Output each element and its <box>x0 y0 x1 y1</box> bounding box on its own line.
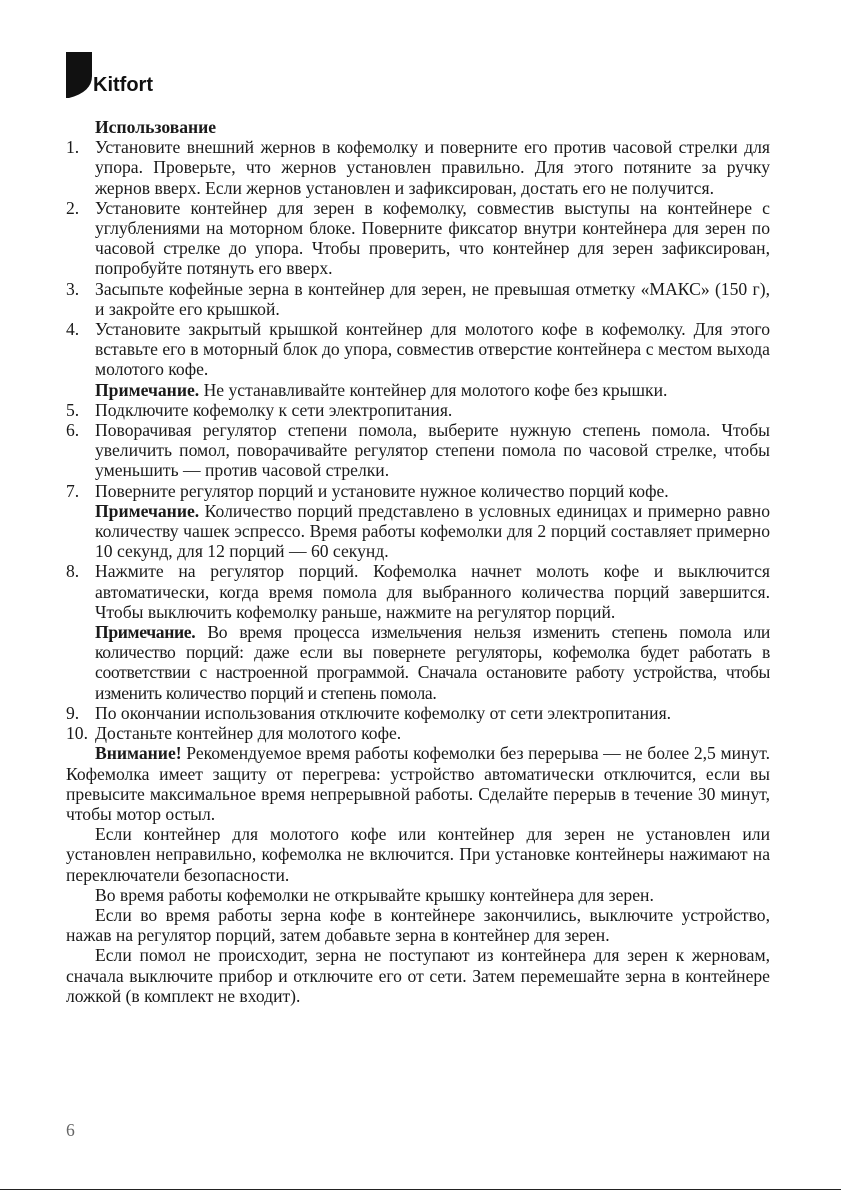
step-text: По окончании использования отключите кофемолку от сети электропитания. <box>95 702 672 723</box>
step-text: Достаньте контейнер для молотого кофе. <box>95 723 402 744</box>
step-text: Установите закрытый крышкой контейнер для молотого кофе в кофемолку. Для этого вставьте его в моторный блок до упора, совместив отверстие контейнера с местом выхода молотого кофе. <box>95 319 770 380</box>
note-label: Примечание. <box>95 379 200 400</box>
steps-list <box>66 561 770 622</box>
warning-text: Рекомендуемое время работы кофемолки без перерыва — не более 2,5 минут. Кофемолка имеет защиту от перегрева: устройство автоматически отключится, если вы превысите максимальное время непрерывной работы. Сделайте перерыв в течение 30 минут, чтобы мотор остыл. <box>66 743 770 824</box>
step-number: 4. <box>66 319 80 340</box>
note-text: Во время процесса измельчения нельзя изменить степень помола или количество порций: даже если вы повернете регуляторы, кофемолка будет работать в соответствии с настроенной программой. Сначала остановите работу устройства, чтобы изменить количество порций и степень помола. <box>95 622 770 703</box>
step-note <box>66 622 770 703</box>
paragraph: Если во время работы зерна кофе в контейнере закончились, выключите устройство, нажав на регулятор порций, затем добавьте зерна в контейнер для зерен. <box>66 904 770 946</box>
note-label: Примечание. <box>95 622 196 643</box>
warning-label: Внимание! <box>95 743 182 764</box>
step-number: 5. <box>66 399 80 420</box>
step-text: Установите контейнер для зерен в кофемолку, совместив выступы на контейнере с углублениями на моторном блоке. Поверните фиксатор внутри контейнера для зерен по часовой стрелке до упора. Чтобы проверить, что контейнер для зерен зафиксирован, попробуйте потянуть его вверх. <box>95 197 770 279</box>
logo-text: Kitfort <box>93 74 153 96</box>
step-text: Установите внешний жернов в кофемолку и поверните его против часовой стрелки для упора. Проверьте, что жернов установлен правильно. Для этого потяните за ручку жернов вверх. Если жернов установлен и зафиксирован, достать его не получится. <box>95 137 770 198</box>
page-number: 6 <box>66 1120 75 1140</box>
step-number: 9. <box>66 702 80 723</box>
note-text: Не устанавливайте контейнер для молотого кофе без крышки. <box>199 379 668 400</box>
step-text: Поворачивая регулятор степени помола, выберите нужную степень помола. Чтобы увеличить помол, поворачивайте регулятор степени помола по часовой стрелке, чтобы уменьшить — против часовой стрелки. <box>95 420 770 481</box>
step-number: 8. <box>66 561 80 582</box>
note-text: Количество порций представлено в условных единицах и примерно равно количеству чашек эспрессо. Время работы кофемолки для 2 порций составляет примерно 10 секунд, для 12 порций — 60 секунд. <box>95 500 770 562</box>
kitfort-logo <box>66 52 153 98</box>
step-number: 3. <box>66 278 80 299</box>
list-item <box>66 481 770 501</box>
step-text: Нажмите на регулятор порций. Кофемолка начнет молоть кофе и выключится автоматически, когда время помола для выбранного количества порций завершится. Чтобы выключить кофемолку раньше, нажмите на регулятор порций. <box>95 561 770 622</box>
page-bottom-rule <box>0 1189 841 1190</box>
step-number: 6. <box>66 420 80 441</box>
steps-list <box>66 703 770 743</box>
paragraph: Во время работы кофемолки не открывайте крышку контейнера для зерен. <box>95 884 654 905</box>
section-title: Использование <box>95 117 217 137</box>
list-item <box>66 420 770 481</box>
list-item <box>66 703 770 723</box>
step-number: 10. <box>66 723 88 744</box>
step-text: Засыпьте кофейные зерна в контейнер для зерен, не превышая отметку «МАКС» (150 г), и закройте его крышкой. <box>95 278 770 319</box>
list-item <box>66 400 770 420</box>
steps-list <box>66 137 770 379</box>
step-number: 1. <box>66 137 80 158</box>
list-item <box>66 198 770 279</box>
note-label: Примечание. <box>95 500 200 521</box>
step-number: 2. <box>66 197 80 218</box>
list-item <box>66 723 770 743</box>
list-item <box>66 561 770 622</box>
warning-paragraph <box>66 743 770 824</box>
step-note <box>66 501 770 562</box>
step-note <box>66 380 770 400</box>
kitfort-mark-icon <box>66 52 92 98</box>
step-number: 7. <box>66 480 80 501</box>
list-item <box>66 137 770 198</box>
step-text: Подключите кофемолку к сети электропитания. <box>95 399 453 420</box>
step-text: Поверните регулятор порций и установите нужное количество порций кофе. <box>95 480 669 501</box>
paragraph: Если контейнер для молотого кофе или контейнер для зерен не установлен или установлен неправильно, кофемолка не включится. При установке контейнеры нажимают на переключатели безопасности. <box>66 824 770 885</box>
paragraph: Если помол не происходит, зерна не поступают из контейнера для зерен к жерновам, сначала выключите прибор и отключите его от сети. Затем перемешайте зерна в контейнере ложкой (в комплект не входит). <box>66 945 770 1006</box>
instructions <box>66 117 770 1006</box>
list-item <box>66 319 770 380</box>
steps-list <box>66 400 770 501</box>
list-item <box>66 279 770 319</box>
